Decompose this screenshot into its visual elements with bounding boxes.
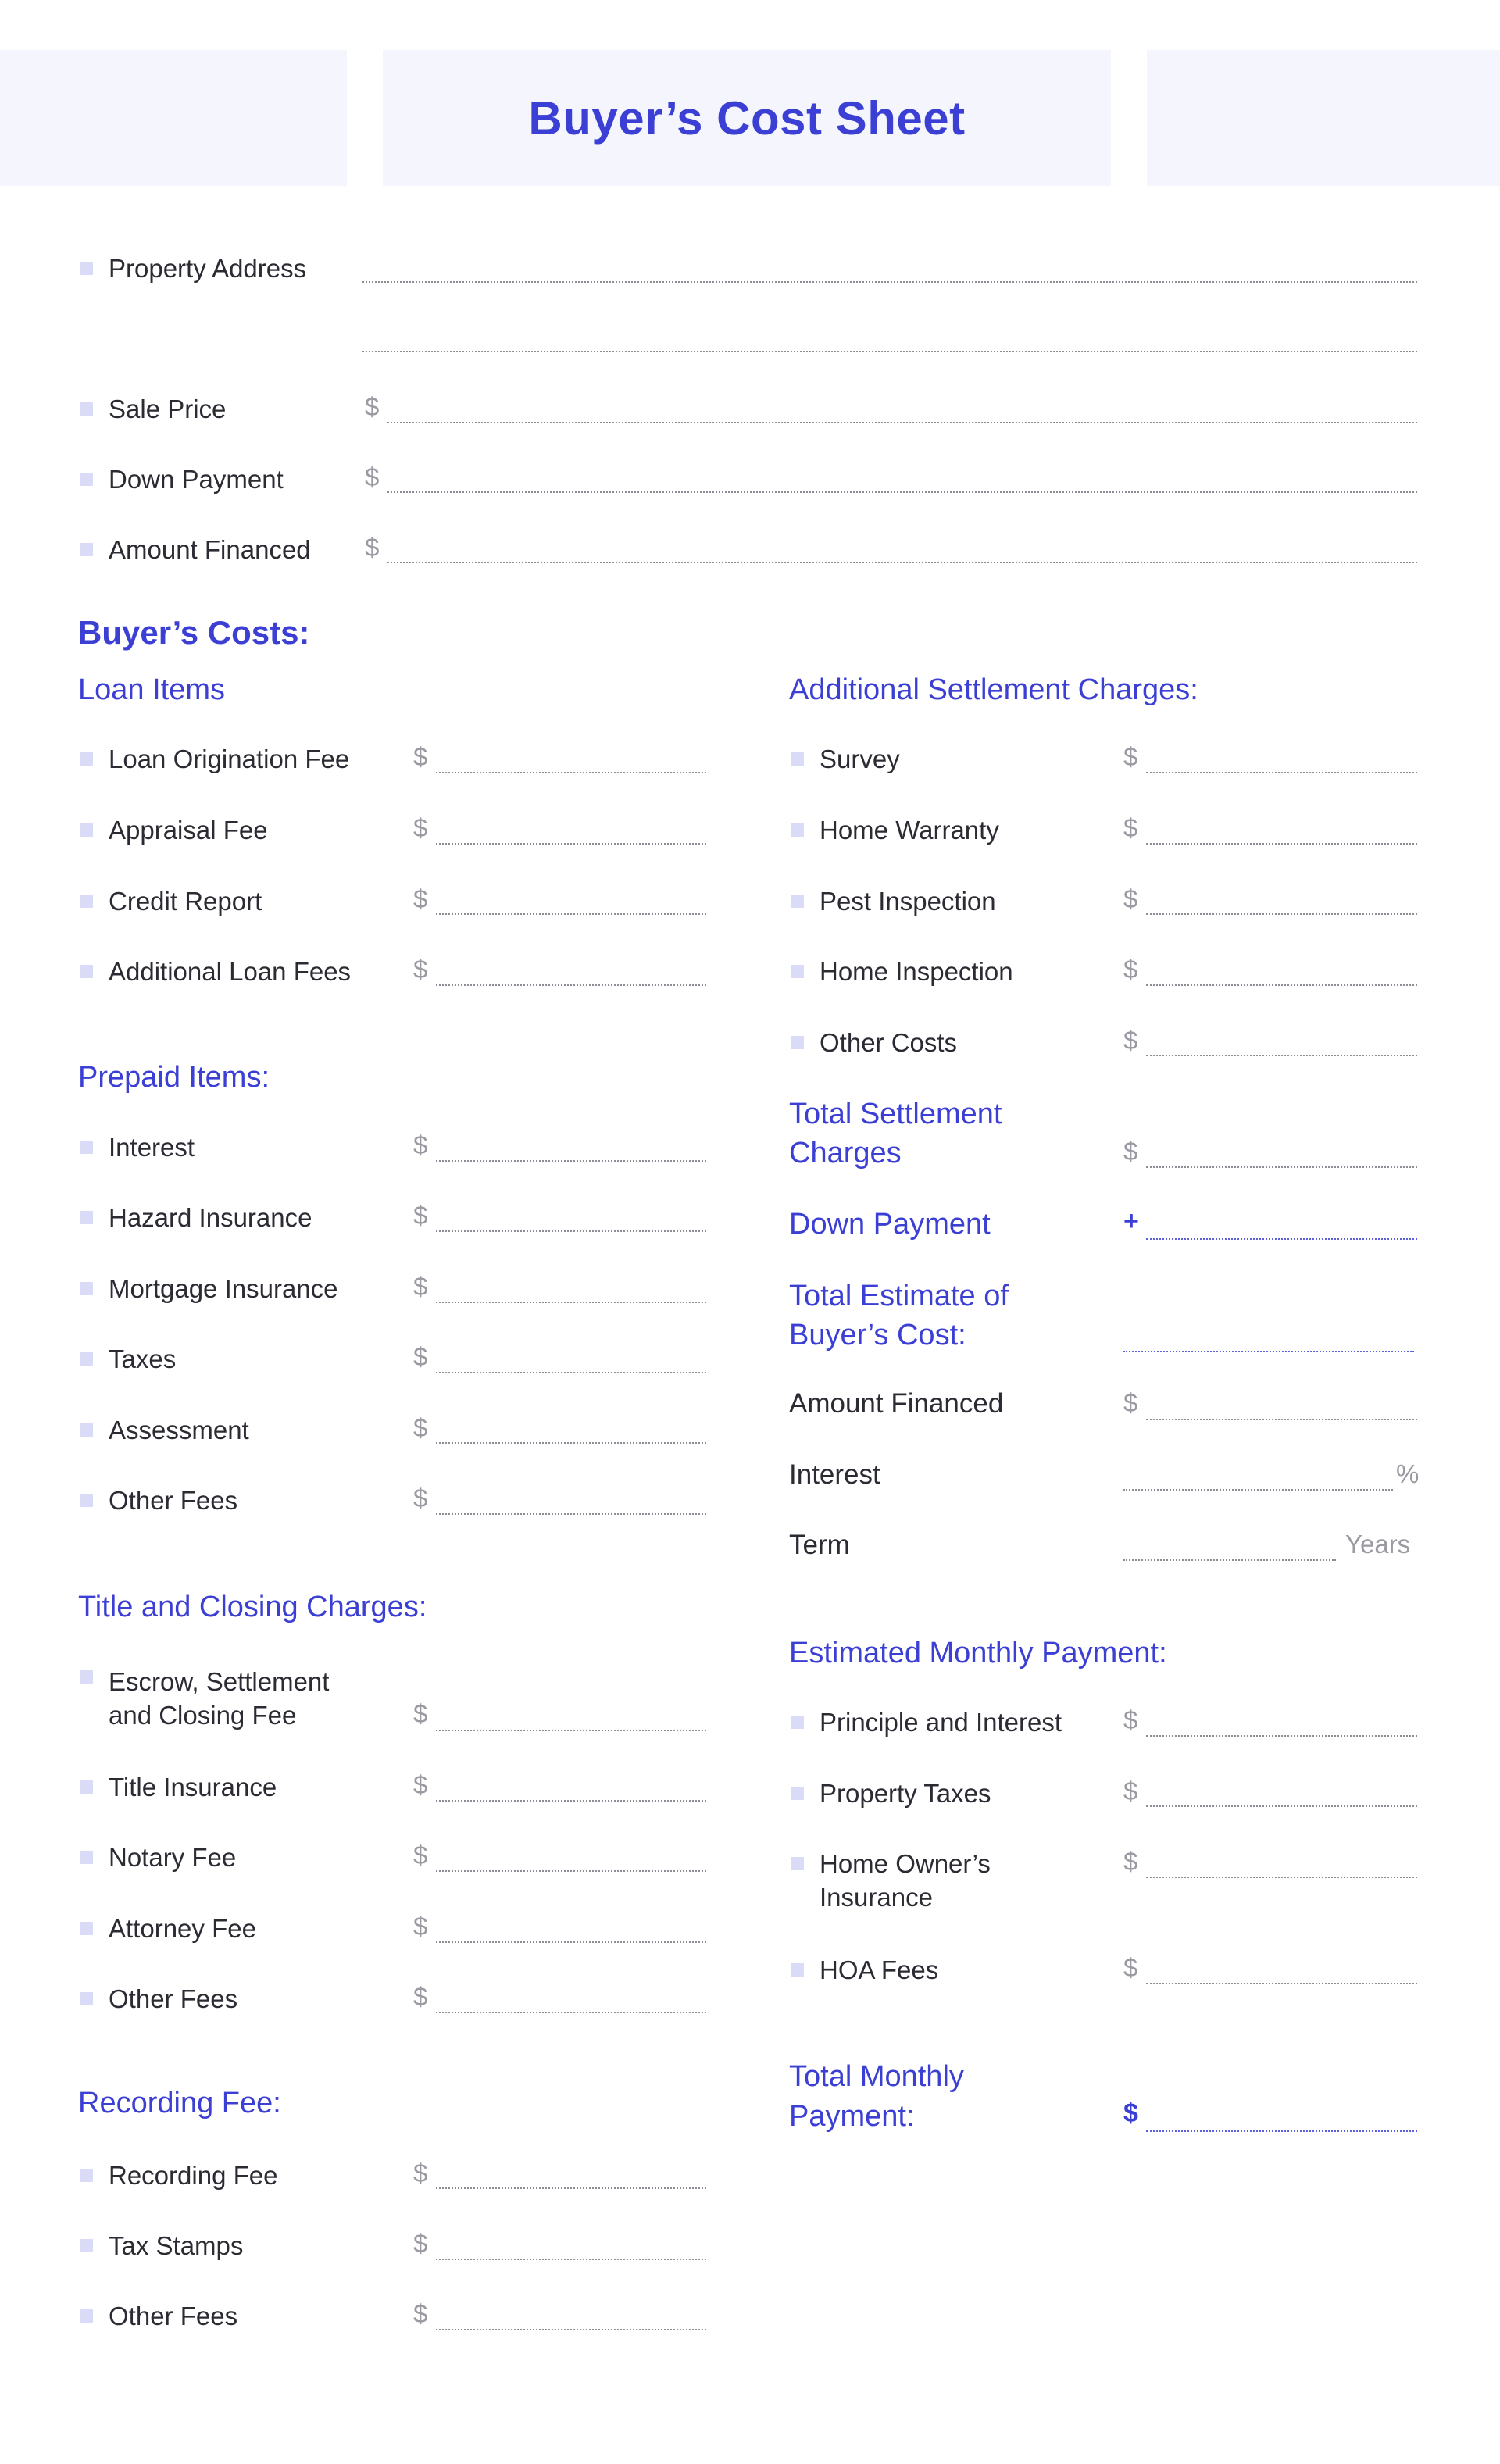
bullet-icon — [80, 1141, 93, 1154]
dollar-icon: $ — [1123, 813, 1138, 842]
dollar-icon: $ — [365, 392, 380, 421]
dollar-icon: $ — [1123, 1847, 1138, 1876]
prepaid-item-label: Mortgage Insurance — [109, 1274, 338, 1303]
appraisal-fee-field[interactable] — [436, 843, 706, 845]
title-insurance-field[interactable] — [436, 1800, 706, 1802]
taxes-field[interactable] — [436, 1372, 706, 1373]
dollar-icon: $ — [413, 1699, 428, 1728]
bullet-icon — [80, 402, 93, 416]
hazard-insurance-field[interactable] — [436, 1230, 706, 1232]
bullet-icon — [791, 1963, 804, 1977]
dollar-icon: $ — [413, 1841, 428, 1869]
total-monthly-field[interactable] — [1146, 2130, 1417, 2132]
loan-item-label: Credit Report — [109, 887, 262, 916]
bullet-icon — [791, 1716, 804, 1729]
monthly-item-label: Property Taxes — [820, 1779, 991, 1808]
dollar-icon: $ — [413, 1130, 428, 1159]
dollar-icon: $ — [413, 1342, 428, 1371]
property-address-line-2[interactable] — [362, 351, 1417, 352]
property-address-label: Property Address — [109, 254, 307, 283]
recording-other-fees-field[interactable] — [436, 2329, 706, 2330]
down-payment-total-label: Down Payment — [789, 1208, 991, 1241]
bullet-icon — [80, 1922, 93, 1935]
dollar-icon: $ — [413, 884, 428, 913]
sale-price-label: Sale Price — [109, 395, 227, 423]
settlement-item-label: Home Inspection — [820, 957, 1013, 986]
buyers-costs-heading: Buyer’s Costs: — [78, 614, 310, 651]
dollar-icon: $ — [1123, 1137, 1138, 1166]
total-estimate-label: Total Estimate of — [789, 1280, 1009, 1312]
hoa-fees-field[interactable] — [1146, 1983, 1417, 1984]
settlement-item-label: Pest Inspection — [820, 887, 996, 916]
header-left-panel — [0, 50, 347, 186]
prepaid-item-label: Taxes — [109, 1344, 177, 1373]
dollar-icon: $ — [365, 462, 380, 491]
dollar-icon: $ — [413, 955, 428, 984]
bullet-icon — [80, 2239, 93, 2252]
down-payment-field[interactable] — [388, 491, 1417, 493]
dollar-icon: $ — [413, 1912, 428, 1941]
dollar-icon: $ — [1123, 955, 1138, 984]
bullet-icon — [80, 1851, 93, 1864]
title-closing-item-label: Notary Fee — [109, 1843, 237, 1872]
dollar-icon: $ — [1123, 884, 1138, 913]
bullet-icon — [791, 1036, 804, 1049]
home-owners-insurance-field[interactable] — [1146, 1877, 1417, 1878]
home-warranty-field[interactable] — [1146, 843, 1417, 845]
bullet-icon — [791, 752, 804, 766]
bullet-icon — [80, 965, 93, 978]
percent-unit: % — [1396, 1459, 1420, 1488]
dollar-icon: $ — [413, 2299, 428, 2328]
monthly-item-label-cont: Insurance — [820, 1883, 933, 1912]
title-closing-item-label: Title Insurance — [109, 1773, 277, 1802]
bullet-icon — [80, 2169, 93, 2182]
assessment-field[interactable] — [436, 1442, 706, 1444]
credit-report-field[interactable] — [436, 913, 706, 915]
dollar-icon: $ — [1123, 1953, 1138, 1982]
escrow-settlement-fee-field[interactable] — [436, 1730, 706, 1731]
property-address-line-1[interactable] — [362, 281, 1417, 283]
additional-loan-fees-field[interactable] — [436, 984, 706, 986]
bullet-icon — [80, 1780, 93, 1794]
recording-fee-field[interactable] — [436, 2187, 706, 2189]
interest-rate-field[interactable] — [1123, 1489, 1393, 1491]
interest-rate-label: Interest — [789, 1459, 880, 1490]
bullet-icon — [80, 895, 93, 908]
dollar-icon: $ — [1123, 1388, 1138, 1417]
amount-financed-field[interactable] — [388, 562, 1417, 563]
page-title: Buyer’s Cost Sheet — [528, 91, 966, 145]
bullet-icon — [791, 823, 804, 837]
title-closing-item-label: Other Fees — [109, 1984, 238, 2013]
dollar-icon: $ — [413, 2229, 428, 2258]
bullet-icon — [80, 1423, 93, 1437]
interest-field[interactable] — [436, 1160, 706, 1162]
dollar-icon: $ — [1123, 2098, 1138, 2128]
dollar-icon: $ — [413, 1982, 428, 2011]
amount-financed-total-label: Amount Financed — [789, 1388, 1004, 1419]
term-label: Term — [789, 1530, 850, 1560]
plus-icon: + — [1123, 1206, 1139, 1236]
other-costs-field[interactable] — [1146, 1055, 1417, 1056]
bullet-icon — [80, 543, 93, 556]
bullet-icon — [80, 752, 93, 766]
bullet-icon — [80, 1211, 93, 1224]
dollar-icon: $ — [413, 1484, 428, 1512]
mortgage-insurance-field[interactable] — [436, 1302, 706, 1303]
settlement-item-label: Home Warranty — [820, 816, 999, 845]
tax-stamps-field[interactable] — [436, 2259, 706, 2260]
monthly-item-label: Principle and Interest — [820, 1708, 1062, 1737]
title-closing-item-label: Escrow, Settlement — [109, 1667, 330, 1696]
dollar-icon: $ — [1123, 1026, 1138, 1055]
amount-financed-total-field[interactable] — [1146, 1419, 1417, 1420]
bullet-icon — [791, 1787, 804, 1800]
title-other-fees-field[interactable] — [436, 2012, 706, 2013]
property-taxes-field[interactable] — [1146, 1805, 1417, 1807]
bullet-icon — [80, 2309, 93, 2323]
bullet-icon — [80, 823, 93, 837]
total-settlement-label: Total Settlement — [789, 1098, 1002, 1130]
dollar-icon: $ — [413, 1770, 428, 1799]
total-monthly-label: Total Monthly — [789, 2060, 964, 2093]
total-estimate-field[interactable] — [1123, 1351, 1414, 1352]
settlement-item-label: Survey — [820, 745, 900, 773]
prepaid-item-label: Other Fees — [109, 1486, 238, 1515]
settlement-item-label: Other Costs — [820, 1028, 958, 1057]
prepaid-items-heading: Prepaid Items: — [78, 1061, 270, 1094]
dollar-icon: $ — [365, 533, 380, 562]
attorney-fee-field[interactable] — [436, 1941, 706, 1943]
total-monthly-label-cont: Payment: — [789, 2100, 915, 2133]
header-right-panel — [1147, 50, 1500, 186]
title-closing-item-label-cont: and Closing Fee — [109, 1701, 297, 1730]
bullet-icon — [80, 1352, 93, 1366]
total-settlement-field[interactable] — [1146, 1166, 1417, 1168]
dollar-icon: $ — [413, 1201, 428, 1230]
amount-financed-label: Amount Financed — [109, 535, 311, 564]
bullet-icon — [80, 1992, 93, 2005]
principle-interest-field[interactable] — [1146, 1735, 1417, 1737]
dollar-icon: $ — [413, 2159, 428, 2187]
dollar-icon: $ — [413, 1272, 428, 1301]
loan-item-label: Loan Origination Fee — [109, 745, 350, 773]
dollar-icon: $ — [1123, 742, 1138, 771]
term-field[interactable] — [1123, 1559, 1336, 1561]
bullet-icon — [791, 895, 804, 908]
bullet-icon — [80, 262, 93, 275]
dollar-icon: $ — [413, 742, 428, 771]
bullet-icon — [791, 965, 804, 978]
recording-item-label: Other Fees — [109, 2302, 238, 2330]
loan-item-label: Additional Loan Fees — [109, 957, 352, 986]
down-payment-label: Down Payment — [109, 465, 284, 494]
header-title-panel — [383, 50, 1111, 186]
bullet-icon — [791, 1857, 804, 1870]
prepaid-item-label: Interest — [109, 1133, 195, 1162]
years-unit: Years — [1345, 1530, 1411, 1559]
bullet-icon — [80, 1282, 93, 1295]
title-closing-item-label: Attorney Fee — [109, 1914, 256, 1943]
survey-field[interactable] — [1146, 772, 1417, 773]
title-closing-heading: Title and Closing Charges: — [78, 1591, 427, 1623]
home-inspection-field[interactable] — [1146, 984, 1417, 986]
settlement-heading: Additional Settlement Charges: — [789, 673, 1198, 706]
dollar-icon: $ — [413, 1413, 428, 1442]
loan-origination-fee-field[interactable] — [436, 772, 706, 773]
down-payment-total-field[interactable] — [1146, 1238, 1417, 1240]
prepaid-other-fees-field[interactable] — [436, 1513, 706, 1515]
dollar-icon: $ — [1123, 1705, 1138, 1734]
dollar-icon: $ — [1123, 1777, 1138, 1805]
recording-item-label: Recording Fee — [109, 2161, 278, 2190]
sale-price-field[interactable] — [388, 422, 1417, 423]
loan-items-heading: Loan Items — [78, 673, 225, 706]
monthly-payment-heading: Estimated Monthly Payment: — [789, 1637, 1167, 1669]
loan-item-label: Appraisal Fee — [109, 816, 268, 845]
prepaid-item-label: Hazard Insurance — [109, 1203, 312, 1232]
monthly-item-label: Home Owner’s — [820, 1849, 991, 1878]
bullet-icon — [80, 1670, 93, 1684]
recording-item-label: Tax Stamps — [109, 2231, 244, 2260]
bullet-icon — [80, 1494, 93, 1507]
monthly-item-label: HOA Fees — [820, 1955, 939, 1984]
total-estimate-label-cont: Buyer’s Cost: — [789, 1319, 966, 1352]
dollar-icon: $ — [413, 813, 428, 842]
total-settlement-label-cont: Charges — [789, 1137, 902, 1170]
bullet-icon — [80, 473, 93, 486]
pest-inspection-field[interactable] — [1146, 913, 1417, 915]
recording-fee-heading: Recording Fee: — [78, 2087, 281, 2119]
prepaid-item-label: Assessment — [109, 1416, 249, 1444]
notary-fee-field[interactable] — [436, 1870, 706, 1872]
